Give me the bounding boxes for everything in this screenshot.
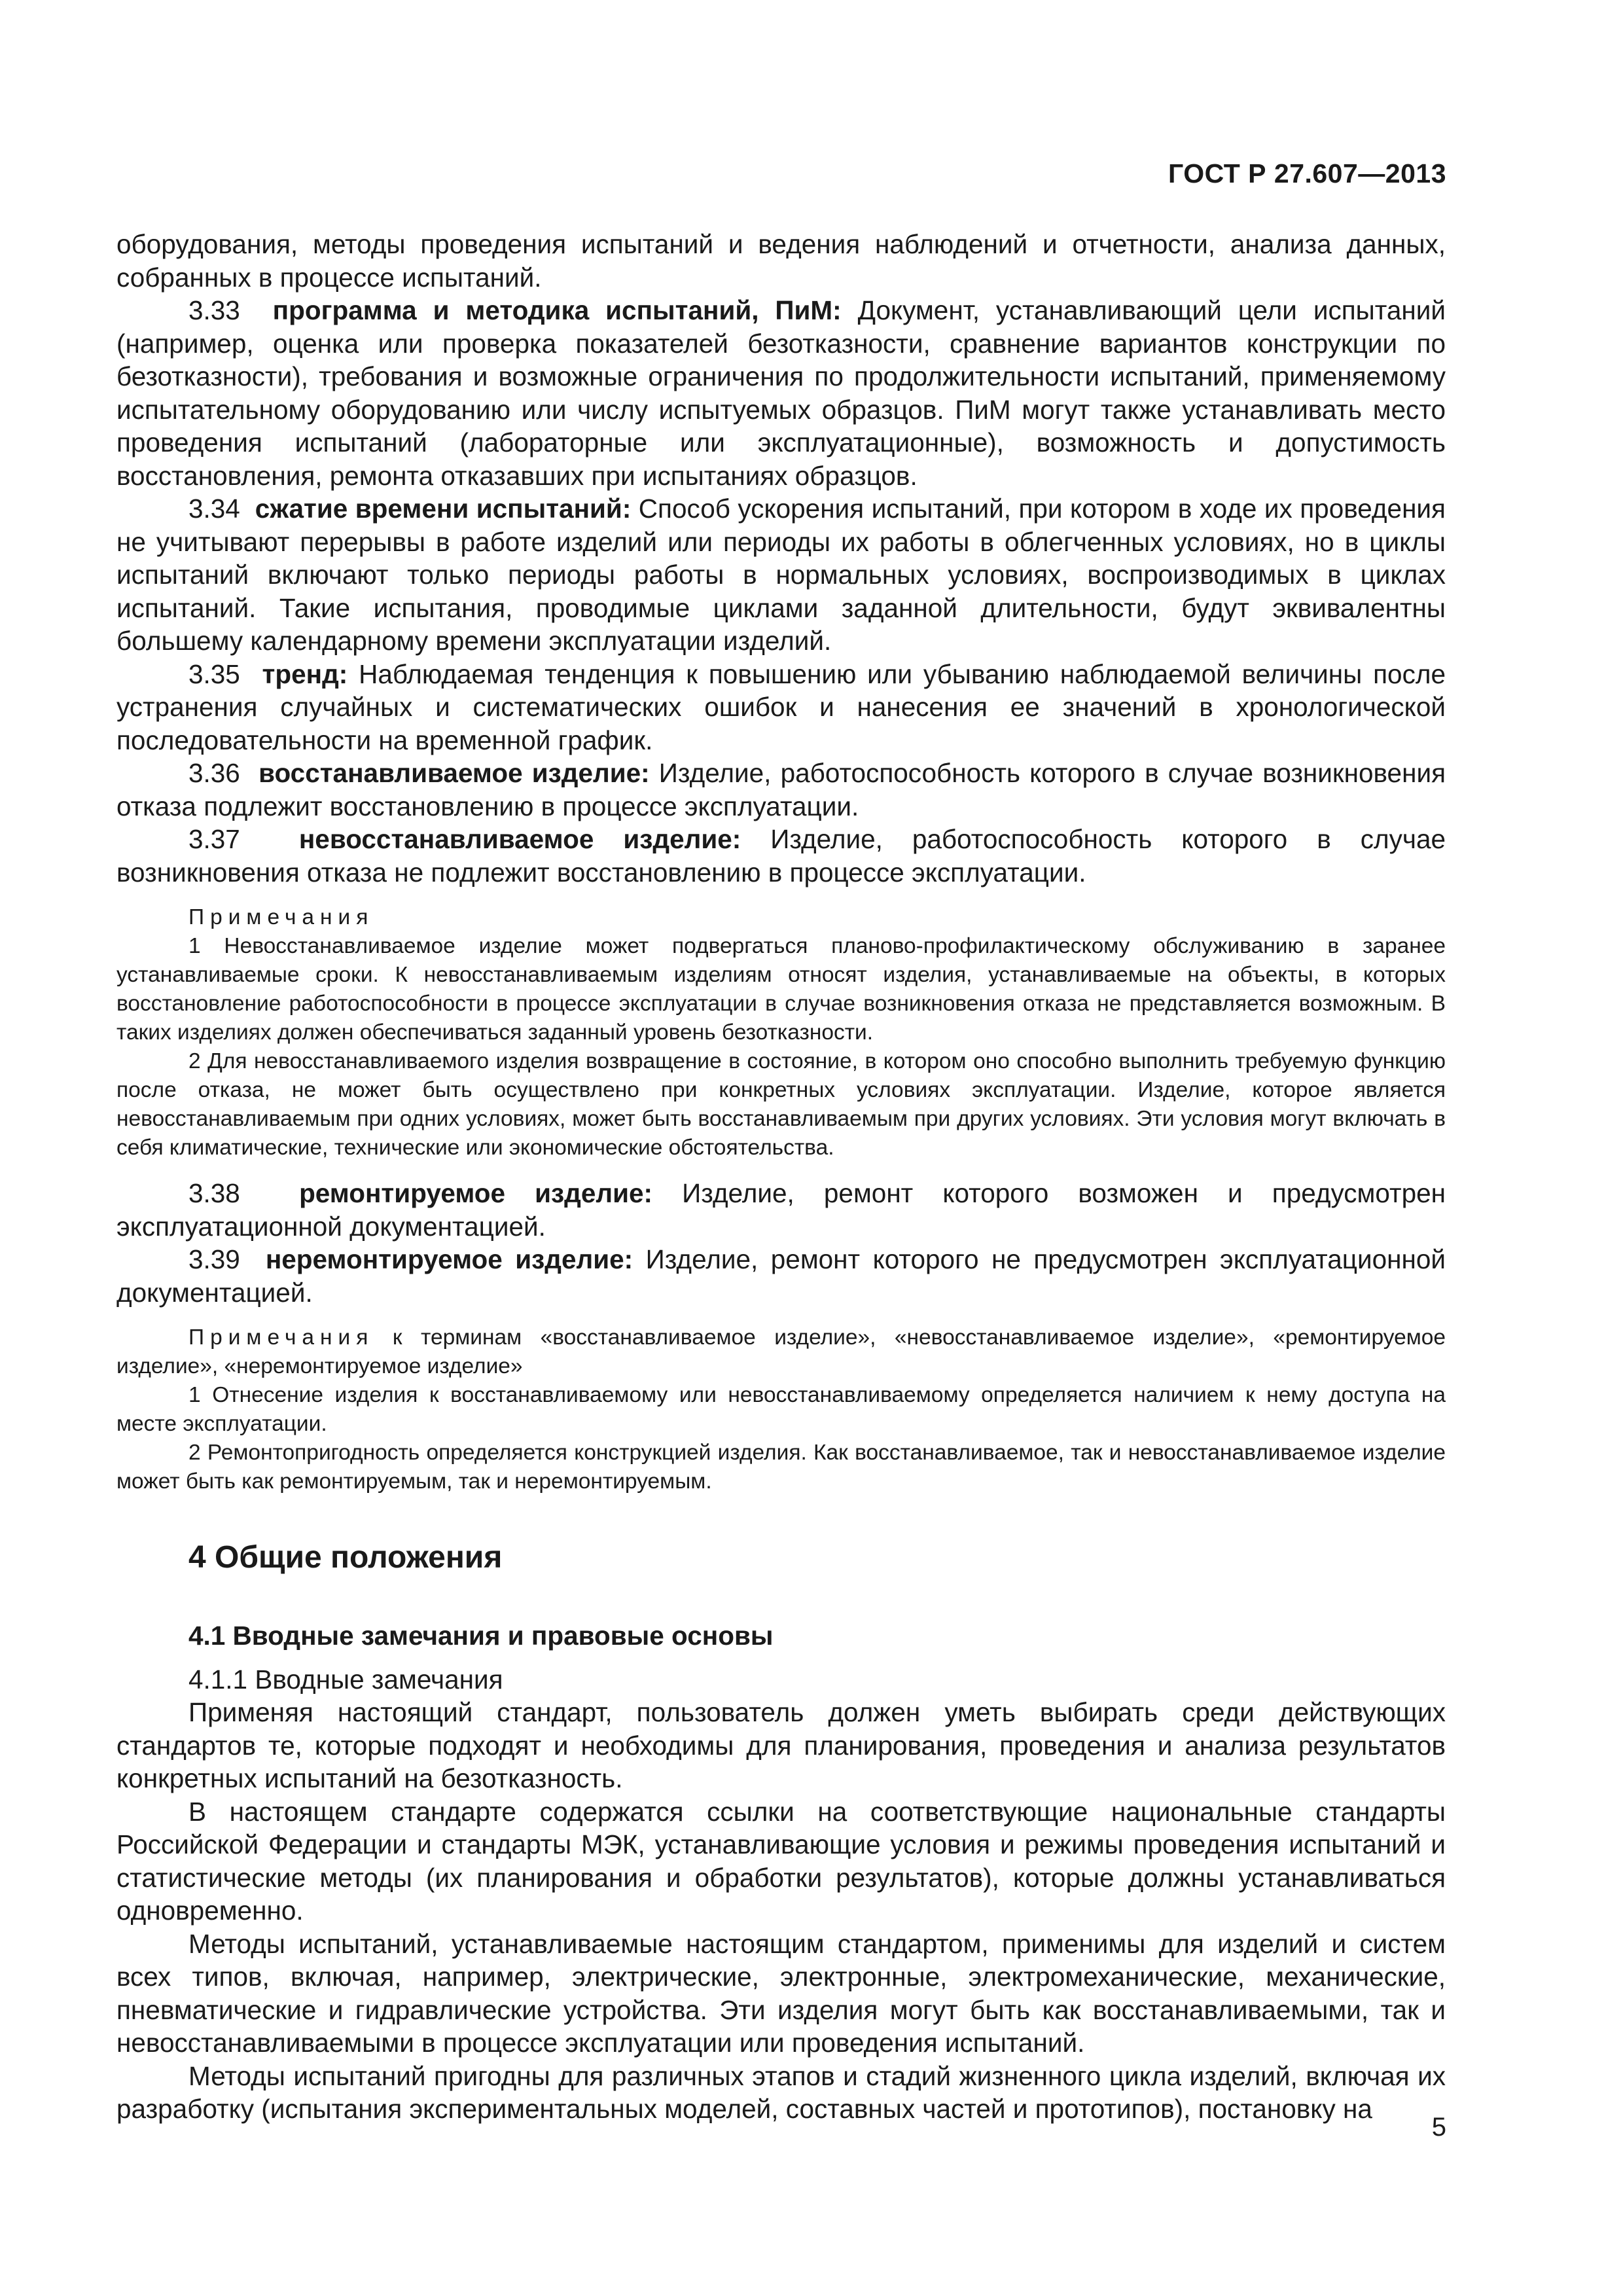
definition-text: Наблюдаемая тенденция к повышению или убыванию наблюдаемой величины после устранения случайных и систематических ошибок и нанесения ее значений в хронологической последовательности на временной график. xyxy=(116,658,1446,755)
definition-number: 3.33 xyxy=(188,295,240,325)
definition-number: 3.36 xyxy=(188,758,240,788)
page-number: 5 xyxy=(1431,2113,1446,2142)
definition-3-35 xyxy=(116,658,1446,757)
body-paragraph: Методы испытаний пригодны для различных этапов и стадий жизненного цикла изделий, включая их разработку (испытания экспериментальных моделей, составных частей и прототипов), постановку на xyxy=(116,2060,1446,2124)
definition-term: восстанавливаемое изделие: xyxy=(259,758,650,788)
definition-3-39 xyxy=(116,1243,1446,1309)
spacer xyxy=(116,1162,1446,1177)
body-paragraph: В настоящем стандарте содержатся ссылки на соответствующие национальные стандарты Российской Федерации и стандарты МЭК, устанавливающие условия и режимы проведения испытаний и статистические методы (их планирования и обработки результатов), которые должны устанавливаться одновременно. xyxy=(116,1796,1446,1926)
definition-3-33 xyxy=(116,294,1446,492)
definition-text: Изделие, работоспособность которого в случае возникновения отказа не подлежит восстановлению в процессе эксплуатации. xyxy=(116,824,1446,888)
notes-title-terms xyxy=(116,1323,1446,1381)
notes-block-b xyxy=(116,1323,1446,1496)
note-item-1: 1 Невосстанавливаемое изделие может подвергаться планово-профилактическому обслуживанию в заранее устанавливаемые сроки. К невосстанавливаемым изделиям относят изделия, устанавливаемые на объекты, в которых восстановление работоспособности в процессе эксплуатации в случае возникновения отказа не представляется возможным. В таких изделиях должен обеспечиваться заданный уровень безотказности. xyxy=(116,934,1446,1045)
definition-3-38 xyxy=(116,1177,1446,1243)
definition-3-34 xyxy=(116,492,1446,658)
subsection-heading: 4.1 Вводные замечания и правовые основы xyxy=(188,1621,774,1651)
definitions-list-a xyxy=(116,294,1446,889)
definition-number: 3.38 xyxy=(188,1178,240,1208)
spacer xyxy=(116,1309,1446,1323)
notes-block-a xyxy=(116,903,1446,1162)
definition-number: 3.39 xyxy=(188,1244,240,1274)
notes-title-text: Примечания xyxy=(188,905,374,929)
definition-3-37 xyxy=(116,823,1446,889)
document-code-header: ГОСТ Р 27.607—2013 xyxy=(1168,158,1446,188)
spacer xyxy=(116,889,1446,903)
spacer xyxy=(116,1653,1446,1663)
definition-term: сжатие времени испытаний: xyxy=(255,493,632,524)
definition-number: 3.35 xyxy=(188,658,240,689)
definition-term: программа и методика испытаний, ПиМ: xyxy=(272,295,842,325)
intro-paragraph: оборудования, методы проведения испытаний и ведения наблюдений и отчетности, анализа данных, собранных в процессе испытаний. xyxy=(116,229,1446,293)
definition-term: невосстанавливаемое изделие: xyxy=(298,824,741,854)
definition-number: 3.37 xyxy=(188,824,240,854)
subsubsection-heading: 4.1.1 Вводные замечания xyxy=(188,1664,503,1695)
definition-text: Документ, устанавливающий цели испытаний (например, оценка или проверка показателей безотказности, сравнение вариантов конструкции по безотказности), требования и возможные ограничения по продолжительности испытаний, применяемому испытательному оборудованию или числу испытуемых образцов. ПиМ могут также устанавливать место проведения испытаний (лабораторные или эксплуатационные), возможность и допустимость восстановления, ремонта отказавших при испытаниях образцов. xyxy=(116,295,1446,491)
notes-title xyxy=(116,903,1446,932)
definition-text: Изделие, работоспособность которого в случае возникновения отказа подлежит восстановлению в процессе эксплуатации. xyxy=(116,758,1446,821)
definition-3-36 xyxy=(116,757,1446,823)
section-heading: 4 Общие положения xyxy=(188,1540,503,1575)
note-item-2: 2 Ремонтопригодность определяется конструкцией изделия. Как восстанавливаемое, так и невосстанавливаемое изделие может быть как ремонтируемым, так и неремонтируемым. xyxy=(116,1441,1446,1494)
definition-term: тренд: xyxy=(262,658,348,689)
definition-term: ремонтируемое изделие: xyxy=(299,1178,653,1208)
note-item-2: 2 Для невосстанавливаемого изделия возвращение в состояние, в котором оно способно выполнить требуемую функцию после отказа, не может быть осуществлено при конкретных условиях эксплуатации. Изделие, которое является невосстанавливаемым при одних условиях, может быть восстанавливаемым при других условиях. Эти условия могут включать в себя климатические, технические или экономические обстоятельства. xyxy=(116,1049,1446,1160)
page-content xyxy=(116,228,1446,2126)
notes-title-suffix: к терминам «восстанавливаемое изделие», «невосстанавливаемое изделие», «ремонтируемое изделие», «неремонтируемое изделие» xyxy=(116,1325,1446,1378)
note-item-1: 1 Отнесение изделия к восстанавливаемому или невосстанавливаемому определяется наличием к нему доступа на месте эксплуатации. xyxy=(116,1383,1446,1436)
definitions-list-b xyxy=(116,1177,1446,1309)
definition-term: неремонтируемое изделие: xyxy=(265,1244,633,1274)
definition-number: 3.34 xyxy=(188,493,240,524)
body-paragraph: Методы испытаний, устанавливаемые настоящим стандартом, применимы для изделий и систем всех типов, включая, например, электрические, электронные, электромеханические, механические, пневматические и гидравлические устройства. Эти изделия могут быть как восстанавливаемыми, так и невосстанавливаемыми в процессе эксплуатации или проведения испытаний. xyxy=(116,1928,1446,2058)
body-paragraph: Применяя настоящий стандарт, пользователь должен уметь выбирать среди действующих стандартов те, которые подходят и необходимы для планирования, проведения и анализа результатов конкретных испытаний на безотказность. xyxy=(116,1697,1446,1793)
definition-text: Способ ускорения испытаний, при котором в ходе их проведения не учитывают перерывы в работе изделий или периоды их работы в облегченных условиях, но в циклы испытаний включают только периоды работы в нормальных условиях, воспроизводимых в циклах испытаний. Такие испытания, проводимые циклами заданной длительности, будут эквивалентны большему календарному времени эксплуатации изделий. xyxy=(116,493,1446,656)
definition-text: Изделие, ремонт которого не предусмотрен эксплуатационной документацией. xyxy=(116,1244,1446,1308)
notes-title-text: Примечания xyxy=(188,1325,374,1350)
definition-text: Изделие, ремонт которого возможен и предусмотрен эксплуатационной документацией. xyxy=(116,1178,1446,1242)
